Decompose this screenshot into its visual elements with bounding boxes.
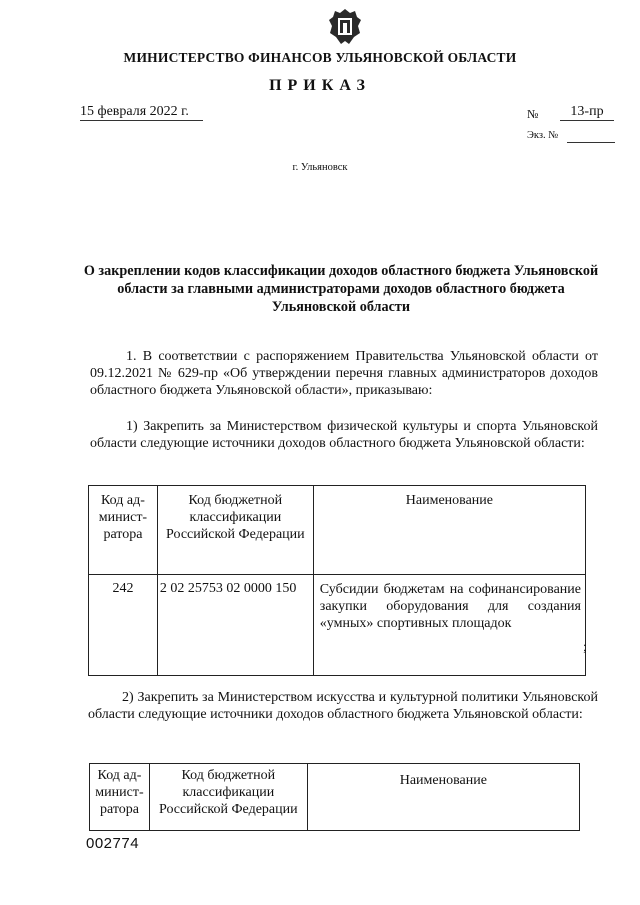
cell-admin-code: 242 bbox=[89, 575, 158, 676]
coat-of-arms-icon bbox=[328, 8, 362, 46]
document-type-title: ПРИКАЗ bbox=[269, 77, 371, 94]
copy-number-label: Экз. № bbox=[527, 130, 559, 141]
paragraph-item-1: 1) Закрепить за Министерством физической культуры и спорта Ульяновской области следующие источники доходов областного бюджета Ульяновской области: bbox=[90, 419, 598, 451]
paragraph-item-2: 2) Закрепить за Министерством искусства и культурной политики Ульяновской области следующие источники доходов областного бюджета Ульяновской области: bbox=[88, 690, 598, 722]
order-date: 15 февраля 2022 г. bbox=[80, 104, 203, 121]
table-row bbox=[89, 575, 586, 676]
order-number-label: № bbox=[527, 107, 539, 121]
order-subject: О закреплении кодов классификации доходов областного бюджета Ульяновской области за главными администраторами доходов областного бюджета Ульяновской области bbox=[83, 263, 599, 315]
semicolon-mark: ; bbox=[583, 640, 587, 655]
column-header-budget-code: Код бюджетной классификации Российской Федерации bbox=[149, 764, 307, 831]
ministry-name: МИНИСТЕРСТВО ФИНАНСОВ УЛЬЯНОВСКОЙ ОБЛАСТИ bbox=[123, 50, 517, 65]
column-header-budget-code: Код бюджетной классификации Российской Федерации bbox=[157, 486, 313, 575]
cell-budget-code: 2 02 25753 02 0000 150 bbox=[157, 575, 313, 676]
order-number: 13-пр bbox=[560, 104, 614, 121]
table-header-row bbox=[90, 764, 580, 831]
city-name: г. Ульяновск bbox=[292, 162, 348, 173]
document-serial-number: 002774 bbox=[86, 835, 140, 852]
column-header-name: Наименование bbox=[307, 764, 579, 831]
column-header-admin-code: Код ад-минист-ратора bbox=[90, 764, 150, 831]
copy-number-line bbox=[567, 142, 615, 143]
table-header-row bbox=[89, 486, 586, 575]
revenue-table-culture bbox=[89, 763, 580, 831]
paragraph-intro: 1. В соответствии с распоряжением Правительства Ульяновской области от 09.12.2021 № 629-пр «Об утверждении перечня главных администраторов доходов областного бюджета Ульяновской области», приказываю: bbox=[90, 349, 598, 398]
column-header-name: Наименование bbox=[313, 486, 585, 575]
column-header-admin-code: Код ад-минист-ратора bbox=[89, 486, 158, 575]
cell-revenue-name: Субсидии бюджетам на софинансирование закупки оборудования для создания «умных» спортивных площадок bbox=[313, 575, 585, 676]
revenue-table-sport bbox=[88, 485, 586, 676]
